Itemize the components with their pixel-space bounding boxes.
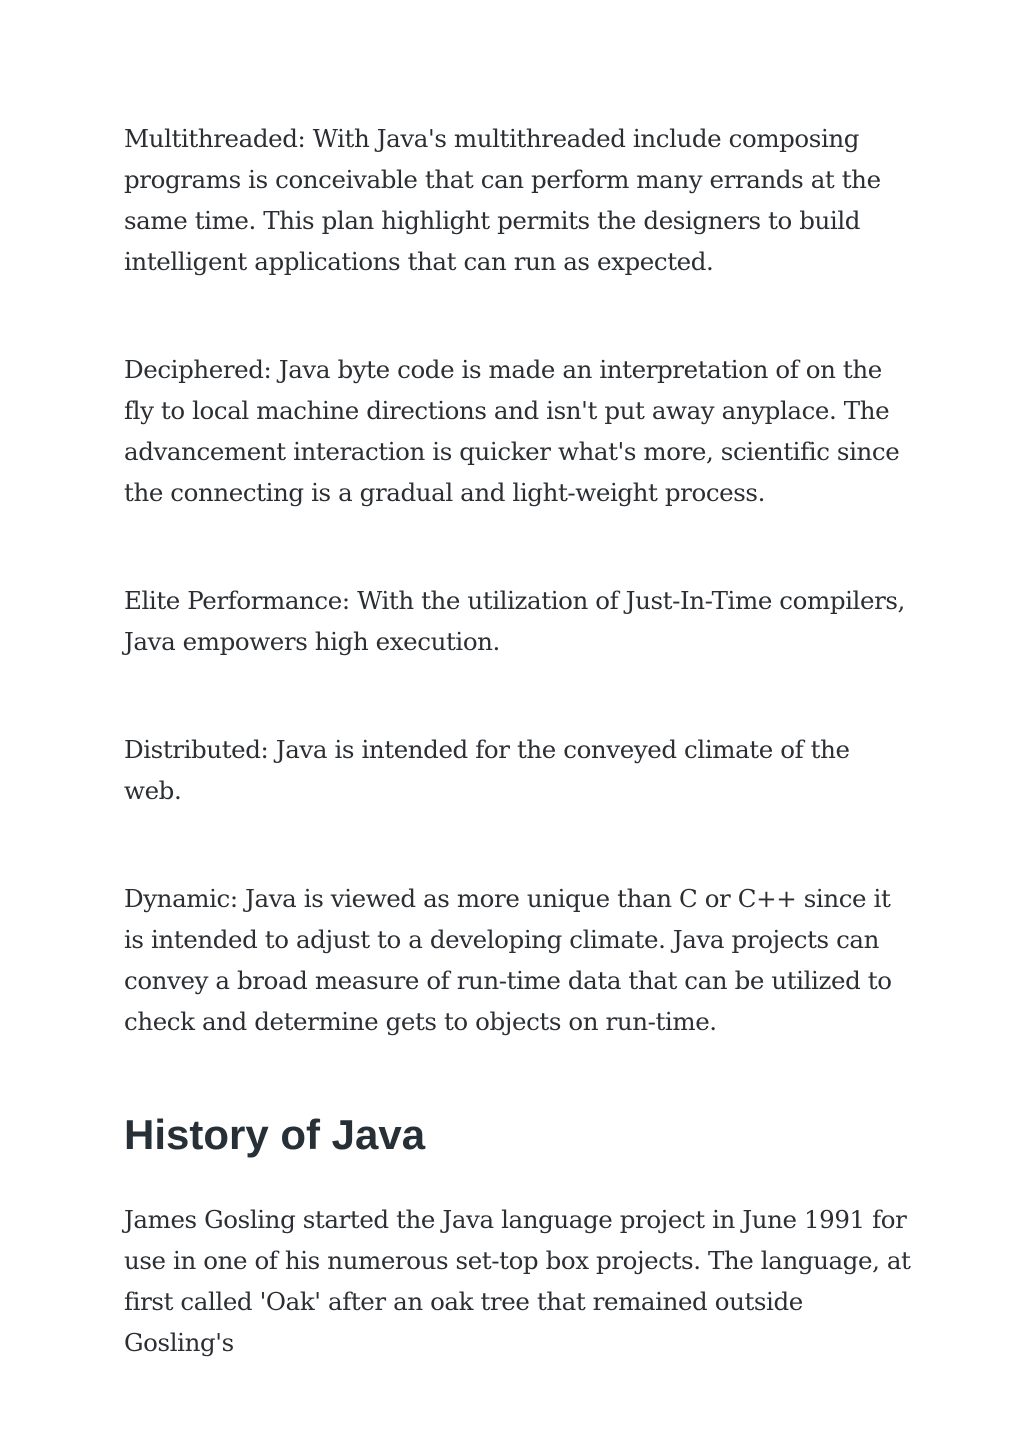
- paragraph-elite-performance: Elite Performance: With the utilization of Just-In-Time compilers, Java empowers high execution.: [124, 586, 905, 656]
- paragraph-distributed: Distributed: Java is intended for the conveyed climate of the web.: [124, 735, 850, 805]
- paragraph-history: James Gosling started the Java language project in June 1991 for use in one of his numerous set-top box projects. The language, at first called 'Oak' after an oak tree that remained outside Gosling's: [124, 1205, 911, 1357]
- paragraph-dynamic: Dynamic: Java is viewed as more unique than C or C++ since it is intended to adjust to a developing climate. Java projects can convey a broad measure of run-time data that can be utilized to check and determine gets to objects on run-time.: [124, 884, 892, 1036]
- paragraph-deciphered: Deciphered: Java byte code is made an interpretation of on the fly to local machine directions and isn't put away anyplace. The advancement interaction is quicker what's more, scientific since the connecting is a gradual and light-weight process.: [124, 355, 900, 507]
- paragraph-multithreaded: Multithreaded: With Java's multithreaded include composing programs is conceivable that can perform many errands at the same time. This plan highlight permits the designers to build intelligent applications that can run as expected.: [124, 124, 881, 276]
- section-heading: History of Java: [124, 1111, 426, 1158]
- document-page: [124, 118, 914, 1363]
